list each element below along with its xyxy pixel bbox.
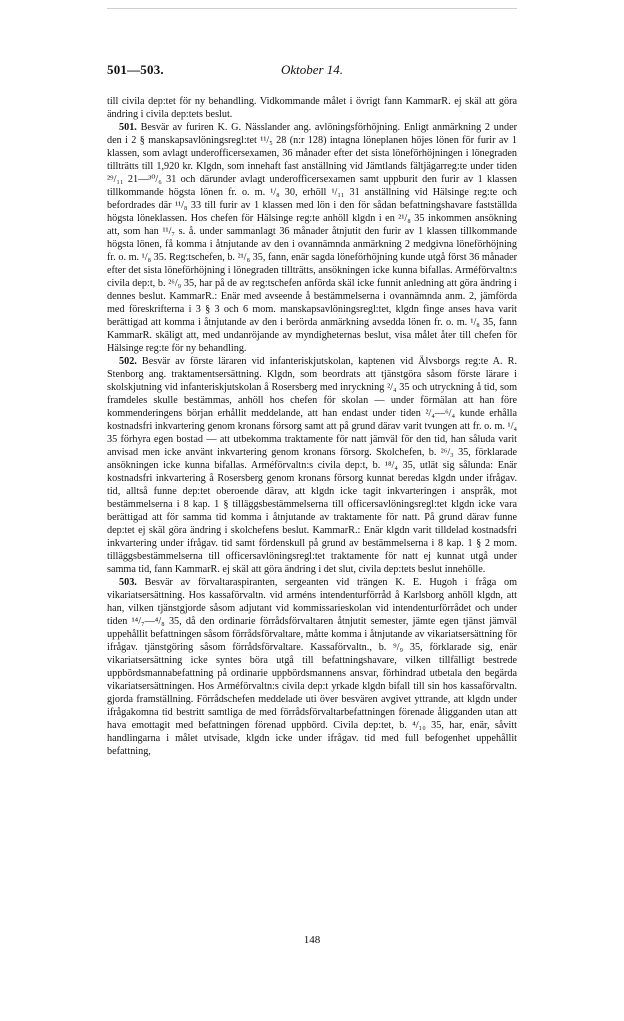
paragraph-text: Besvär av furiren K. G. Nässlander ang. avlöningsförhöjning. Enligt anmärkning 2 under den i 2 § manskapsavlöningsregl:tet ¹¹/₅ 28 (n:r 128) intagna löneplanen höjes lönen för furir av 1 klassen, som avlagt underofficersexamen, 36 månader efter det sista löneförhöjningen i lönegraden tillträtts till 1,920 kr. Klgdn, som innehaft fast anställning vid Jämtlands fältjägarreg:te under tiden ²⁹/₁₁ 21—³⁰/₆ 31 och därunder avlagt underofficersexamen samt uppburit den furir av 1 klassen tillkommande högsta lönen fr. o. m. ¹/₈ 30, erhöll ¹/₁₁ 31 anställning vid Hälsinge reg:te och befordrades där ¹¹/₈ 33 till furir av 1 klassen med lön i den för sådan befattningshavare fastställda högsta löneklassen. Hos chefen för Hälsinge reg:te anhöll klgdn i en ²¹/₈ 35 inkommen ansökning att, som han ¹¹/₇ s. å. under sammanlagt 36 månader åtnjutit den furir av 1 klassen tillkommande högsta lönen, få komma i åtnjutande av den i ovannämnda anmärkning 2 medgivna löneförhöjning fr. o. m. ¹/₈ 35. Reg:tschefen, b. ²¹/₈ 35, fann, enär sagda löneförhöjning kunde utgå först 36 månader efter det sista löneförhöjning i lönegraden tillträtts, ansökningen icke kunna bifallas. Arméförvaltn:s civila dep:t, b. ²⁶/₉ 35, har på de av reg:tschefen anförda skäl icke funnit anledning att göra ändring i dennes beslut. KammarR.: Enär med avseende å bestämmelserna i ovannämnda anm. 2, jämförda med föreskrifterna i 3 § 3 och 6 mom. manskapsavlöningsregl:tet, klgdn finge anses hava varit berättigad att komma i åtnjutande av den i berörda anmärkning avsedda lönen fr. o. m. ¹/₈ 35, fann KammarR. skäligt att, med undanröjande av myndigheternas beslut, visa målet åter till chefen för Hälsinge reg:te för ny behandling.: [107, 122, 517, 354]
top-edge-rule: [107, 8, 517, 9]
entry-number: 502.: [119, 356, 137, 367]
paragraph-continuation: [107, 95, 517, 121]
paragraph-503: [107, 576, 517, 758]
paragraph-text: Besvär av förste läraren vid infanteriskjutskolan, kaptenen vid Älvsborgs reg:te A. R. Stenborg ang. traktamentsersättning. Klgdn, som beordrats att tjänstgöra såsom förste lärare i skolskjutning vid infanteriskjutskolan å Rosersberg med inryckning ²/₄ 35 och utryckning å tid, som framdeles skulle bestämmas, anhöll hos chefen för skolan — under förmälan att han före kommenderingens början erhållit meddelande, att han endast under tiden ²/₄—⁶/₄ kunde erhålla kostnadsfri inkvartering genom kronans försorg samt att på grund därav varit tvungen att fr. o. m. ¹/₄ 35 förhyra egen bostad — att utbekomma traktamente för natt jämväl för den tid, han såluda varit anvisad men icke använt inkvartering genom kronans försorg. Skolchefen, b. ²⁶/₃ 35, förklarade ansökningen icke kunna bifallas. Arméförvaltn:s civila dep:t, b. ¹⁸/₄ 35, utlät sig sålunda: Enär kostnadsfri inkvartering å Rosersberg genom kronans försorg kunnat beredas klgdn under ifrågav. tid, alltså funne dep:tet oberoende därav, att klgdn icke tagit inkvarteringen i anspråk, mot bestämmelserna i 8 kap. 1 § tilläggsbestämmelserna till officersavlöningsregl:tet klgdn icke vara berättigad att för samma tid komma i åtnjutande av traktamente för natt. På grund därav funne dep:tet ej skäl göra ändring i skolchefens beslut. KammarR.: Enär klgdn varit tilldelad kostnadsfri inkvartering under ifrågav. tid samt fördenskull på grund av bestämmelserna i 8 kap. 1 § 2 mom. tilläggsbestämmelserna till officersavlöningsregl:tet traktamente för natt ej kunnat utgå under samma tid, fann KammarR. ej skäl att göra ändring i det slut, civila dep:tets beslut innehölle.: [107, 356, 517, 575]
page-number: 148: [303, 934, 321, 946]
running-head-date: Oktober 14.: [280, 62, 344, 77]
document-page: [107, 0, 517, 1021]
entry-range: 501—503.: [107, 62, 164, 77]
entry-number: 503.: [119, 577, 137, 588]
body-text: [107, 95, 517, 758]
paragraph-502: [107, 355, 517, 576]
paragraph-text: Besvär av förvaltaraspiranten, sergeanten vid trängen K. E. Hugoh i fråga om vikariatsersättning. Hos kassaförvaltn. vid arméns intendenturförråd å Karlsborg anhöll klgdn, att han, vilken tjänstgjorde såsom adjutant vid kommissarieskolan vid intendenturförrådet och under tiden ¹⁴/₇—⁴/₈ 35, då den ordinarie förrådsförvaltaren åtnjutit semester, jämte egen tjänst jämväl uppehållit befattningen såsom förrådsförvaltare, måtte komma i åtnjutande av vikariatsersättning för ifrågav. tjänstgöring såsom förrådsförvaltare. Kassaförvaltn., b. ⁹/₉ 35, förklarade sig, enär vikariatsersättning icke syntes böra utgå till befattningshavare, vilken tillfälligt bestrede uppbördsmannabefattning på ordinarie uppbördsmannens ansvar, förhindrad utbetala den begärda vikariatsersättningen. Hos Arméförvaltn:s civila dep:t yrkade klgdn bifall till sin hos kassaförvaltn. gjorda framställning. Förrådschefen meddelade uti över besvären avgivet yttrande, att klgdn under ifrågakomna tid bestritt samtliga de med förrådsförvaltarbefattningen förenade åligganden utan att hava emottagit med befattningen förenad uppbörd. Civila dep:tet, b. ⁴/₁₀ 35, har, enär, såvitt handlingarna i målet utvisade, klgdn icke under ifrågav. tid med full befogenhet uppehållit befattning,: [107, 577, 518, 757]
paragraph-501: [107, 121, 517, 355]
paragraph-text: till civila dep:tet för ny behandling. Vidkommande målet i övrigt fann KammarR. ej skäl att göra ändring i civila dep:tets beslut.: [107, 96, 517, 120]
entry-number: 501.: [119, 122, 137, 133]
running-head: [107, 62, 517, 80]
